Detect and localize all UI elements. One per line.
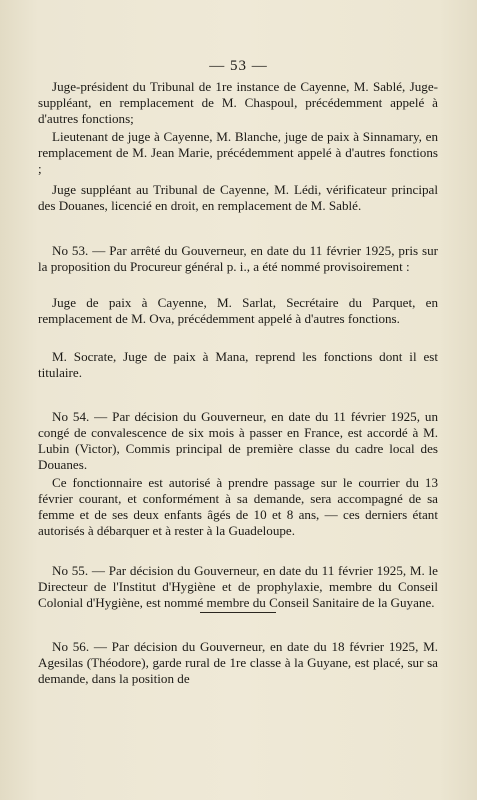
page-number: — 53 — — [209, 58, 268, 74]
paragraph-decision-54: No 54. — Par décision du Gouverneur, en date du 11 février 1925, un congé de convalescence de six mois à passer en France, est accordé à M. Lubin (Victor), Commis principal de première classe du cadre local des Douanes. — [38, 409, 438, 472]
paragraph-lieutenant-de-juge: Lieutenant de juge à Cayenne, M. Blanche, juge de paix à Sinnamary, en remplacement de M. Jean Marie, précédemment appelé à d'autres fonctions ; — [38, 129, 438, 176]
section-divider — [200, 612, 276, 613]
paragraph-socrate: M. Socrate, Juge de paix à Mana, reprend les fonctions dont il est titulaire. — [38, 349, 438, 380]
paragraph-juge-president: Juge-président du Tribunal de 1re instance de Cayenne, M. Sablé, Juge-suppléant, en remplacement de M. Chaspoul, précédemment appelé à d'autres fonctions; — [38, 79, 438, 126]
paragraph-fonctionnaire: Ce fonctionnaire est autorisé à prendre passage sur le courrier du 13 février courant, et conformément à sa demande, sera accompagné de sa femme et de ses deux enfants âgés de 10 et 8 ans, — ces derniers étant autorisés à débarquer et à rester à la Guadeloupe. — [38, 475, 438, 538]
paragraph-decision-55: No 55. — Par décision du Gouverneur, en date du 11 février 1925, M. le Directeur de l'Institut d'Hygiène et de prophylaxie, membre du Conseil Colonial d'Hygiène, est nommé membre du Conseil Sanitaire de la Guyane. — [38, 563, 438, 610]
paragraph-juge-suppleant: Juge suppléant au Tribunal de Cayenne, M. Lédi, vérificateur principal des Douanes, licencié en droit, en remplacement de M. Sablé. — [38, 182, 438, 213]
paragraph-arrete-53: No 53. — Par arrêté du Gouverneur, en date du 11 février 1925, pris sur la proposition du Procureur général p. i., a été nommé provisoirement : — [38, 243, 438, 274]
paragraph-juge-de-paix: Juge de paix à Cayenne, M. Sarlat, Secrétaire du Parquet, en remplacement de M. Ova, précédemment appelé à d'autres fonctions. — [38, 295, 438, 326]
paragraph-decision-56: No 56. — Par décision du Gouverneur, en date du 18 février 1925, M. Agesilas (Théodore), garde rural de 1re classe à la Guyane, est placé, sur sa demande, dans la position de — [38, 639, 438, 686]
